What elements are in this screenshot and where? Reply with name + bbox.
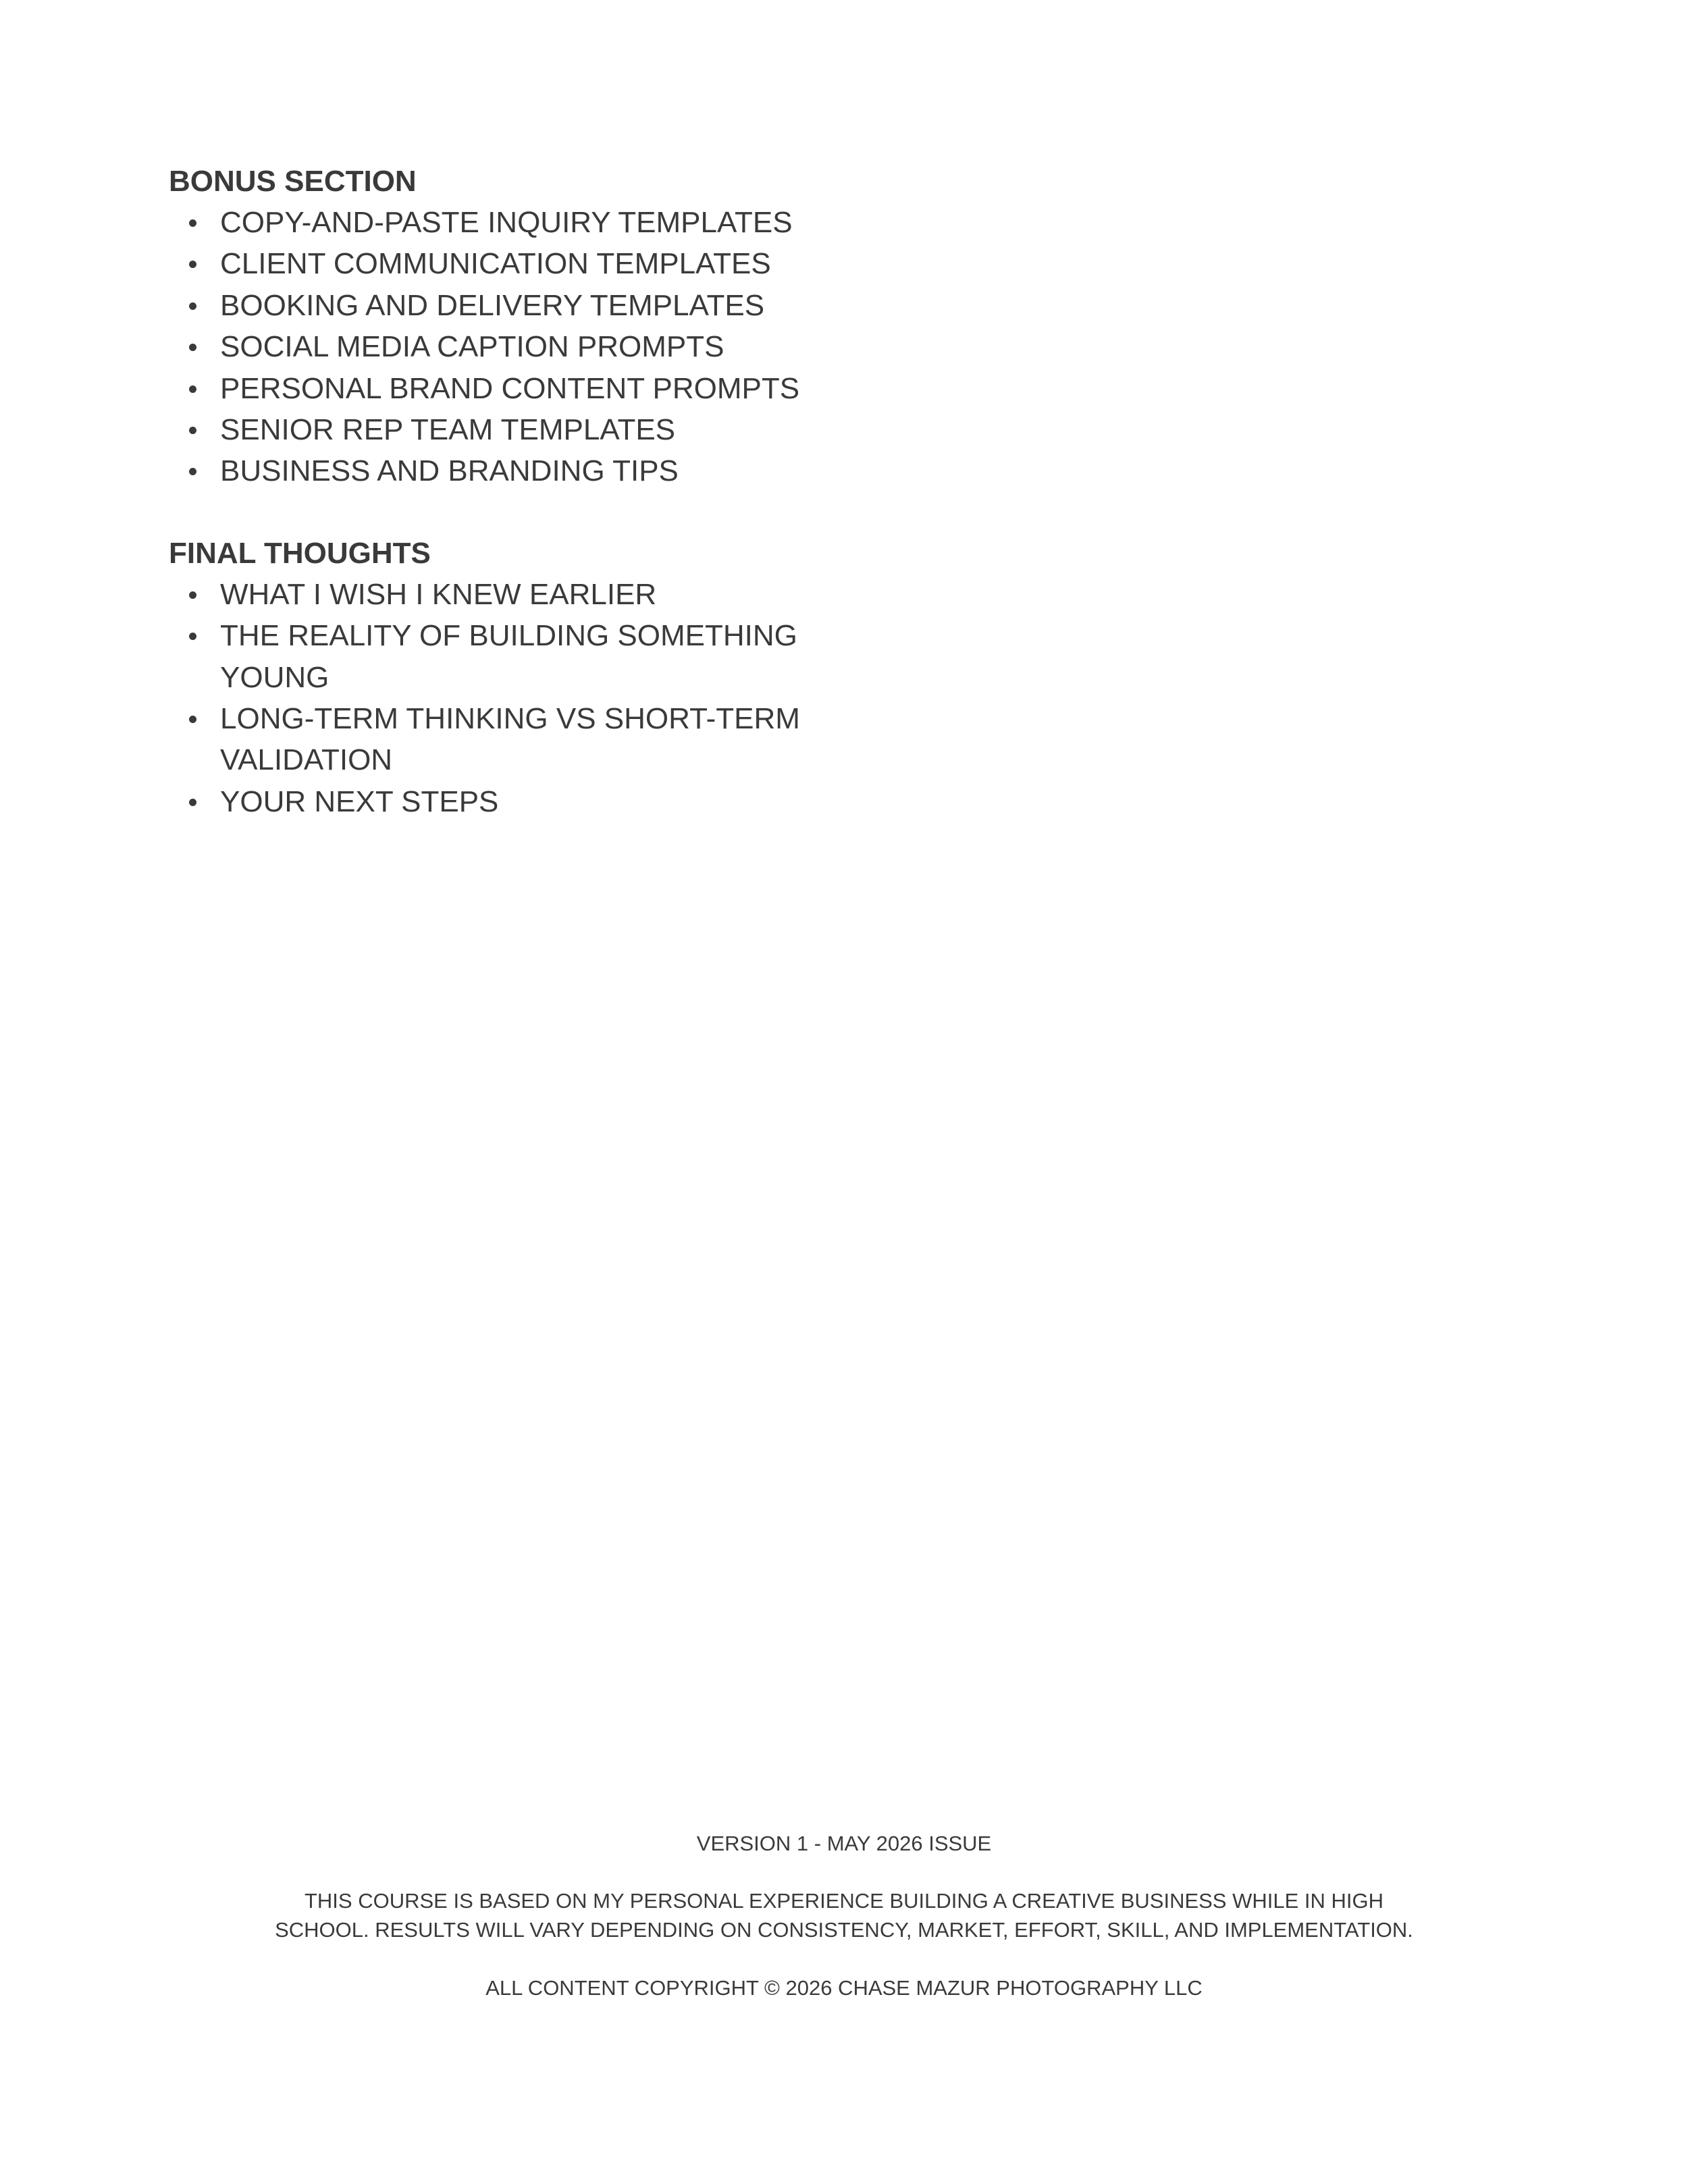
bonus-section-list [169,202,912,492]
list-item-label: CLIENT COMMUNICATION TEMPLATES [220,247,771,281]
disclaimer-text: THIS COURSE IS BASED ON MY PERSONAL EXPERIENCE BUILDING A CREATIVE BUSINESS WHILE IN HIGH SCHOOL. RESULTS WILL VARY DEPENDING ON CONSISTENCY, MARKET, EFFORT, SKILL, AND IMPLEMENTATION. [275,1889,1413,1942]
list-item-label: COPY-AND-PASTE INQUIRY TEMPLATES [220,206,793,239]
list-item [169,450,902,491]
list-item-label: BUSINESS AND BRANDING TIPS [220,454,679,488]
list-item [169,285,902,326]
bullet-icon [189,302,196,310]
bonus-section [169,161,912,492]
list-item [169,781,902,822]
final-thoughts-section [169,533,912,822]
list-item-label: WHAT I WISH I KNEW EARLIER [220,577,657,611]
list-item [169,615,902,698]
list-item-label: THE REALITY OF BUILDING SOMETHING YOUNG [220,619,797,694]
list-item [169,368,902,409]
list-item [169,243,902,284]
section-heading: BONUS SECTION [169,165,417,198]
list-item-label: PERSONAL BRAND CONTENT PROMPTS [220,371,800,405]
bullet-icon [189,385,196,393]
list-item-label: SOCIAL MEDIA CAPTION PROMPTS [220,330,724,364]
version-note: VERSION 1 - MAY 2026 ISSUE [696,1832,992,1855]
bullet-icon [189,468,196,475]
bullet-icon [189,799,196,806]
table-of-contents [169,161,912,863]
bullet-icon [189,591,196,599]
list-item [169,698,902,781]
bullet-icon [189,427,196,434]
list-item [169,409,902,450]
section-heading: FINAL THOUGHTS [169,536,431,570]
list-item [169,202,902,243]
bullet-icon [189,633,196,640]
list-item-label: SENIOR REP TEAM TEMPLATES [220,413,676,447]
bullet-icon [189,219,196,227]
list-item [169,326,902,367]
list-item-label: LONG-TERM THINKING VS SHORT-TERM VALIDATION [220,702,800,777]
copyright-notice: ALL CONTENT COPYRIGHT © 2026 CHASE MAZUR PHOTOGRAPHY LLC [485,1976,1203,2000]
page-footer [0,1830,1688,2002]
list-item-label: BOOKING AND DELIVERY TEMPLATES [220,288,765,322]
list-item [169,574,902,615]
bullet-icon [189,261,196,268]
bullet-icon [189,344,196,351]
final-thoughts-list [169,574,912,822]
list-item-label: YOUR NEXT STEPS [220,784,499,818]
bullet-icon [189,716,196,723]
